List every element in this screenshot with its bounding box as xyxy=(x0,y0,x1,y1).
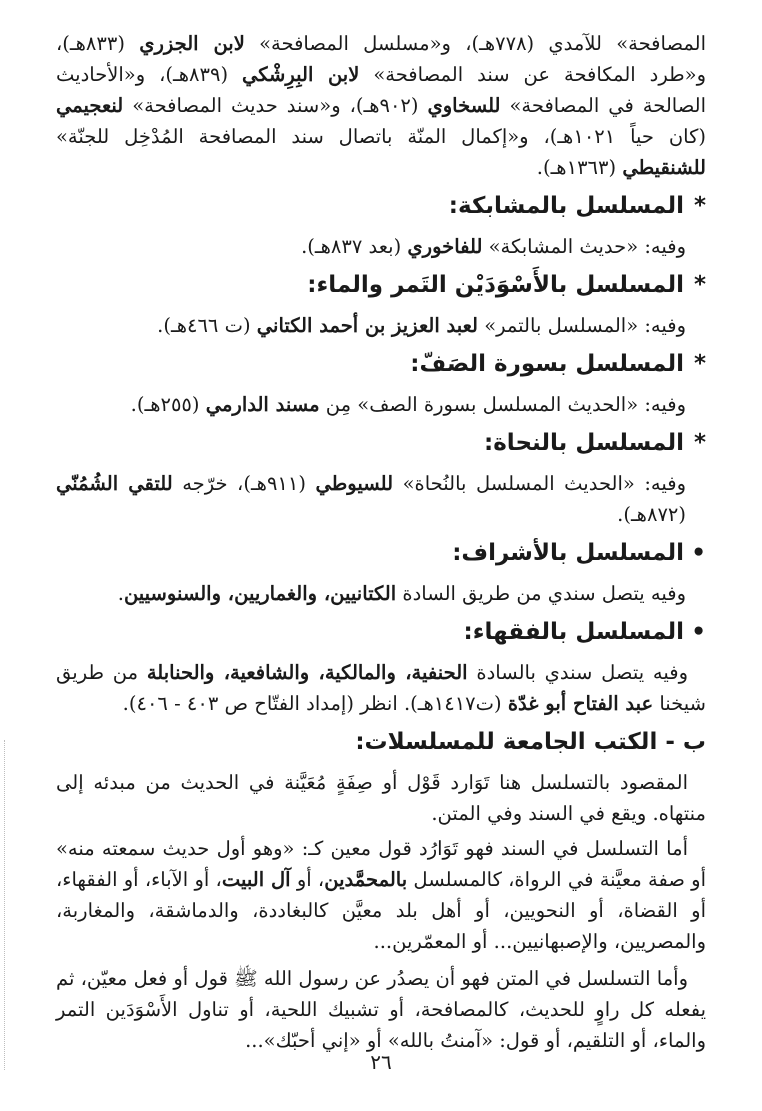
section-heading-aswadayn xyxy=(56,268,706,302)
section-heading-nuhat xyxy=(56,426,706,460)
text: (٨٣٣هـ)، و«طرد المكافحة عن سند المصافحة» xyxy=(56,32,706,86)
heading-text: المسلسل بالأَسْوَدَيْن التَمر والماء: xyxy=(307,272,684,298)
text: وفيه: «المسلسل بالتمر» xyxy=(478,314,686,337)
heading-text: المسلسل بالأشراف: xyxy=(452,540,684,566)
asterisk-marker: * xyxy=(693,351,706,377)
bullet-marker: • xyxy=(691,540,706,566)
scan-edge-marks xyxy=(4,740,11,1070)
text: (ت ٤٦٦هـ). xyxy=(157,314,257,337)
page-body xyxy=(56,28,706,1056)
madhhab-names: الحنفية، والمالكية، والشافعية، والحنابلة xyxy=(146,661,468,684)
text: (كان حياً ١٠٢١هـ)، و«إكمال المنّة باتصال سند المصافحة المُدْخِل للجنّة» xyxy=(56,125,706,148)
heading-text: المسلسل بسورة الصَفّ: xyxy=(410,351,684,377)
author-name: مسند الدارمي xyxy=(205,393,320,416)
asterisk-marker: * xyxy=(693,193,706,219)
section-body-nuhat xyxy=(56,468,706,530)
section-body-ashraf xyxy=(56,578,706,609)
section-b-heading: ب - الكتب الجامعة للمسلسلات: xyxy=(355,729,706,755)
author-name: للفاخوري xyxy=(407,235,483,258)
text: (ت١٤١٧هـ). انظر (إمداد الفتّاح ص ٤٠٣ - ٤٠٦). xyxy=(122,692,508,715)
text: (٩٠٢هـ)، و«سند حديث المصافحة» xyxy=(123,94,428,117)
text: (١٣٦٣هـ). xyxy=(536,156,623,179)
section-heading-ashraf xyxy=(56,536,706,570)
author-name: لعبد العزيز بن أحمد الكتاني xyxy=(256,314,479,337)
keyword: بالمحمَّدين xyxy=(324,868,408,891)
author-name: للسخاوي xyxy=(427,94,501,117)
author-name: للسيوطي xyxy=(315,472,394,495)
text: المصافحة» للآمدي (٧٧٨هـ)، و«مسلسل المصافحة» xyxy=(244,32,706,55)
text: (٩١١هـ)، خرّجه xyxy=(172,472,316,495)
section-heading-mushabaka xyxy=(56,189,706,223)
section-body-mushabaka xyxy=(56,231,706,262)
text: (٢٥٥هـ). xyxy=(130,393,206,416)
author-name: عبد الفتاح أبو غدّة xyxy=(507,692,654,715)
text: من طريق شيخنا xyxy=(56,661,706,715)
text: وفيه يتصل سندي بالسادة xyxy=(467,661,689,684)
page-number: ٢٦ xyxy=(370,1050,392,1074)
heading-text: المسلسل بالمشابكة: xyxy=(448,193,684,219)
section-body-fuqaha xyxy=(56,657,706,719)
definition-paragraph: المقصود بالتسلسل هنا تَوَارد قَوْل أو صِفَةٍ مُعَيَّنة في الحديث من مبدئه إلى منتهاه. ويقع في السند وفي المتن. xyxy=(56,771,706,825)
section-heading-fuqaha xyxy=(56,615,706,649)
author-name: للتقي الشُمُنّي xyxy=(56,472,173,495)
text: وفيه: «الحديث المسلسل بسورة الصف» مِن xyxy=(319,393,686,416)
text: وفيه: «الحديث المسلسل بالنُحاة» xyxy=(393,472,686,495)
author-name: لنعجيمي xyxy=(56,94,124,117)
asterisk-marker: * xyxy=(693,430,706,456)
author-name: لابن الجزري xyxy=(139,32,245,55)
keyword: آل البيت xyxy=(221,868,291,891)
text: ، أو xyxy=(290,868,325,891)
text: وفيه يتصل سندي من طريق السادة xyxy=(396,582,686,605)
chain-paragraph xyxy=(56,833,706,957)
author-name: للشنقيطي xyxy=(622,156,706,179)
asterisk-marker: * xyxy=(693,272,706,298)
bullet-marker: • xyxy=(691,619,706,645)
text: أما التسلسل في السند فهو تَوَارُد قول معين كـ: «وهو أول حديث سمعته منه» أو صفة معيَّنة في الرواة، كالمسلسل xyxy=(56,837,706,891)
text: . xyxy=(117,582,124,605)
heading-text: المسلسل بالفقهاء: xyxy=(463,619,684,645)
author-name: لابن البِرِشْكي xyxy=(242,63,360,86)
text: ، أو الآباء، أو الفقهاء، أو القضاة، أو النحويين، أو أهل بلد معيَّن كالبغاددة، والدماشقة، والمغاربة، والمصريين، والإصبهانيين... أو المعمّرين... xyxy=(56,868,706,953)
text: (بعد ٨٣٧هـ). xyxy=(301,235,408,258)
section-heading-saff xyxy=(56,347,706,381)
section-body-aswadayn xyxy=(56,310,706,341)
intro-paragraph xyxy=(56,28,706,183)
text: (٨٧٢هـ). xyxy=(617,503,686,526)
text: وفيه: «حديث المشابكة» xyxy=(482,235,686,258)
section-body-saff xyxy=(56,389,706,420)
matn-paragraph: وأما التسلسل في المتن فهو أن يصدُر عن رسول الله ﷺ قول أو فعل معيّن، ثم يفعله كل راوٍ للحديث، كالمصافحة، أو تشبيك اللحية، أو تناول الأَسْوَدَين التمر والماء، أو التلقيم، أو قول: «آمنتُ بالله» أو «إني أحبّك»... xyxy=(56,967,706,1052)
heading-text: المسلسل بالنحاة: xyxy=(484,430,684,456)
text: (٨٣٩هـ)، و«الأحاديث الصالحة في المصافحة» xyxy=(56,63,706,117)
family-names: الكتانيين، والغماريين، والسنوسيين xyxy=(123,582,397,605)
